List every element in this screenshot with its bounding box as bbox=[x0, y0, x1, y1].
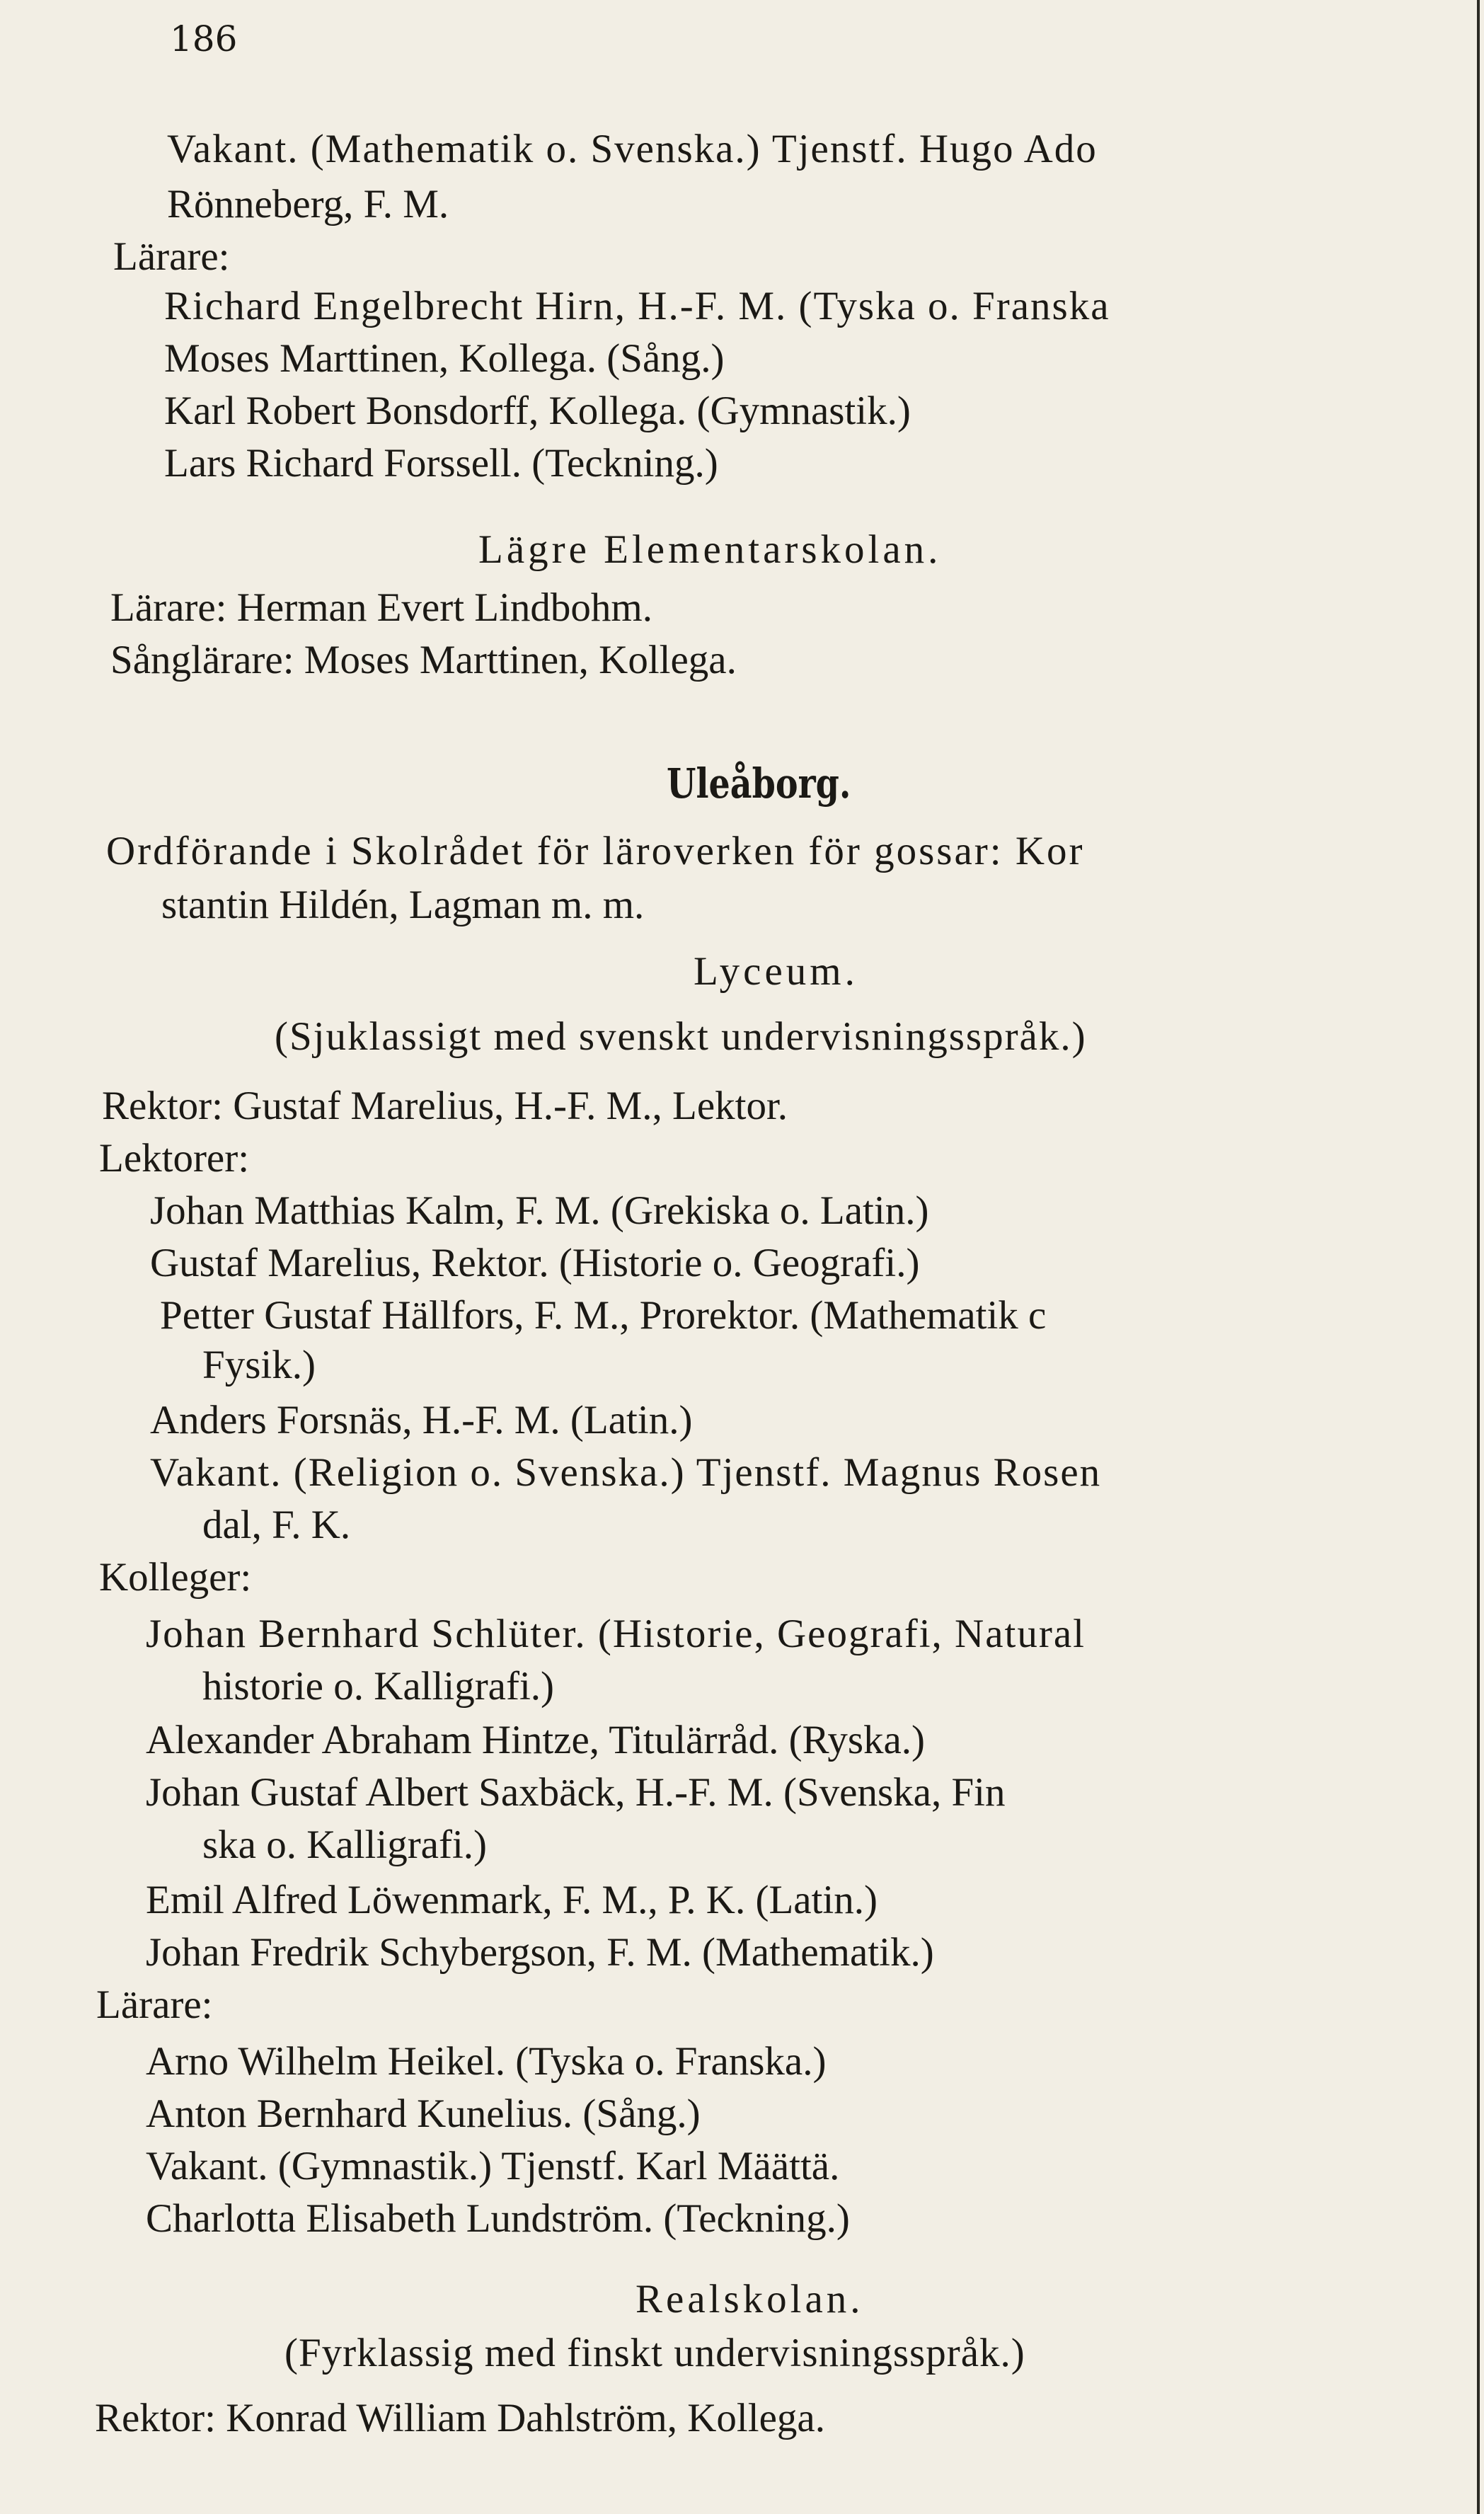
section-label: Kolleger: bbox=[99, 1555, 252, 1600]
text-line: Moses Marttinen, Kollega. (Sång.) bbox=[164, 336, 725, 381]
text-line: Petter Gustaf Hällfors, F. M., Prorektor. (Mathematik c bbox=[160, 1293, 1047, 1338]
text-line: ska o. Kalligrafi.) bbox=[202, 1823, 488, 1867]
section-heading: Lyceum. bbox=[694, 949, 858, 994]
section-label: Lärare: bbox=[113, 234, 230, 279]
text-line: Vakant. (Religion o. Svenska.) Tjenstf. Magnus Rosen bbox=[150, 1450, 1102, 1495]
page-number: 186 bbox=[170, 18, 238, 59]
text-line: (Fyrklassig med finskt undervisningsspråk.) bbox=[284, 2331, 1025, 2375]
text-line: Richard Engelbrecht Hirn, H.-F. M. (Tyska o. Franska bbox=[164, 284, 1110, 328]
text-line: Fysik.) bbox=[202, 1343, 316, 1387]
text-line: Alexander Abraham Hintze, Titulärråd. (Ryska.) bbox=[146, 1718, 926, 1762]
text-line: Arno Wilhelm Heikel. (Tyska o. Franska.) bbox=[146, 2039, 827, 2084]
text-line: Gustaf Marelius, Rektor. (Historie o. Geografi.) bbox=[150, 1241, 920, 1285]
section-label: Lektorer: bbox=[99, 1136, 250, 1181]
text-line: Lars Richard Forssell. (Teckning.) bbox=[164, 441, 718, 486]
text-line: Ordförande i Skolrådet för läroverken för gossar: Kor bbox=[106, 829, 1085, 873]
text-line: Rektor: Konrad William Dahlström, Kollega. bbox=[95, 2396, 825, 2440]
text-line: Johan Gustaf Albert Saxbäck, H.-F. M. (Svenska, Fin bbox=[146, 1770, 1006, 1815]
text-line: Anders Forsnäs, H.-F. M. (Latin.) bbox=[150, 1398, 693, 1442]
text-line: historie o. Kalligrafi.) bbox=[202, 1664, 555, 1709]
text-line: Karl Robert Bonsdorff, Kollega. (Gymnastik.) bbox=[164, 389, 911, 433]
text-line: Vakant. (Mathematik o. Svenska.) Tjenstf. Hugo Ado bbox=[167, 127, 1098, 171]
text-line: Johan Bernhard Schlüter. (Historie, Geografi, Natural bbox=[146, 1612, 1086, 1656]
text-line: stantin Hildén, Lagman m. m. bbox=[161, 883, 645, 927]
text-line: Emil Alfred Löwenmark, F. M., P. K. (Latin.) bbox=[146, 1878, 878, 1922]
text-line: Sånglärare: Moses Marttinen, Kollega. bbox=[110, 638, 737, 682]
text-line: Vakant. (Gymnastik.) Tjenstf. Karl Määttä. bbox=[146, 2144, 840, 2188]
text-line: Lärare: Herman Evert Lindbohm. bbox=[110, 585, 653, 630]
text-line: dal, F. K. bbox=[202, 1503, 351, 1547]
text-line: Johan Matthias Kalm, F. M. (Grekiska o. Latin.) bbox=[150, 1188, 929, 1233]
text-line: (Sjuklassigt med svenskt undervisningsspråk.) bbox=[275, 1014, 1087, 1059]
section-heading: Realskolan. bbox=[635, 2277, 864, 2321]
text-line: Anton Bernhard Kunelius. (Sång.) bbox=[146, 2091, 701, 2136]
section-label: Lärare: bbox=[96, 1982, 213, 2027]
section-heading: Lägre Elementarskolan. bbox=[478, 527, 942, 572]
text-line: Rönneberg, F. M. bbox=[167, 182, 449, 226]
text-line: Johan Fredrik Schybergson, F. M. (Mathematik.) bbox=[146, 1930, 934, 1975]
text-line: Rektor: Gustaf Marelius, H.-F. M., Lektor. bbox=[102, 1084, 788, 1128]
text-line: Charlotta Elisabeth Lundström. (Teckning.) bbox=[146, 2196, 850, 2241]
place-heading: Uleåborg. bbox=[667, 759, 851, 808]
